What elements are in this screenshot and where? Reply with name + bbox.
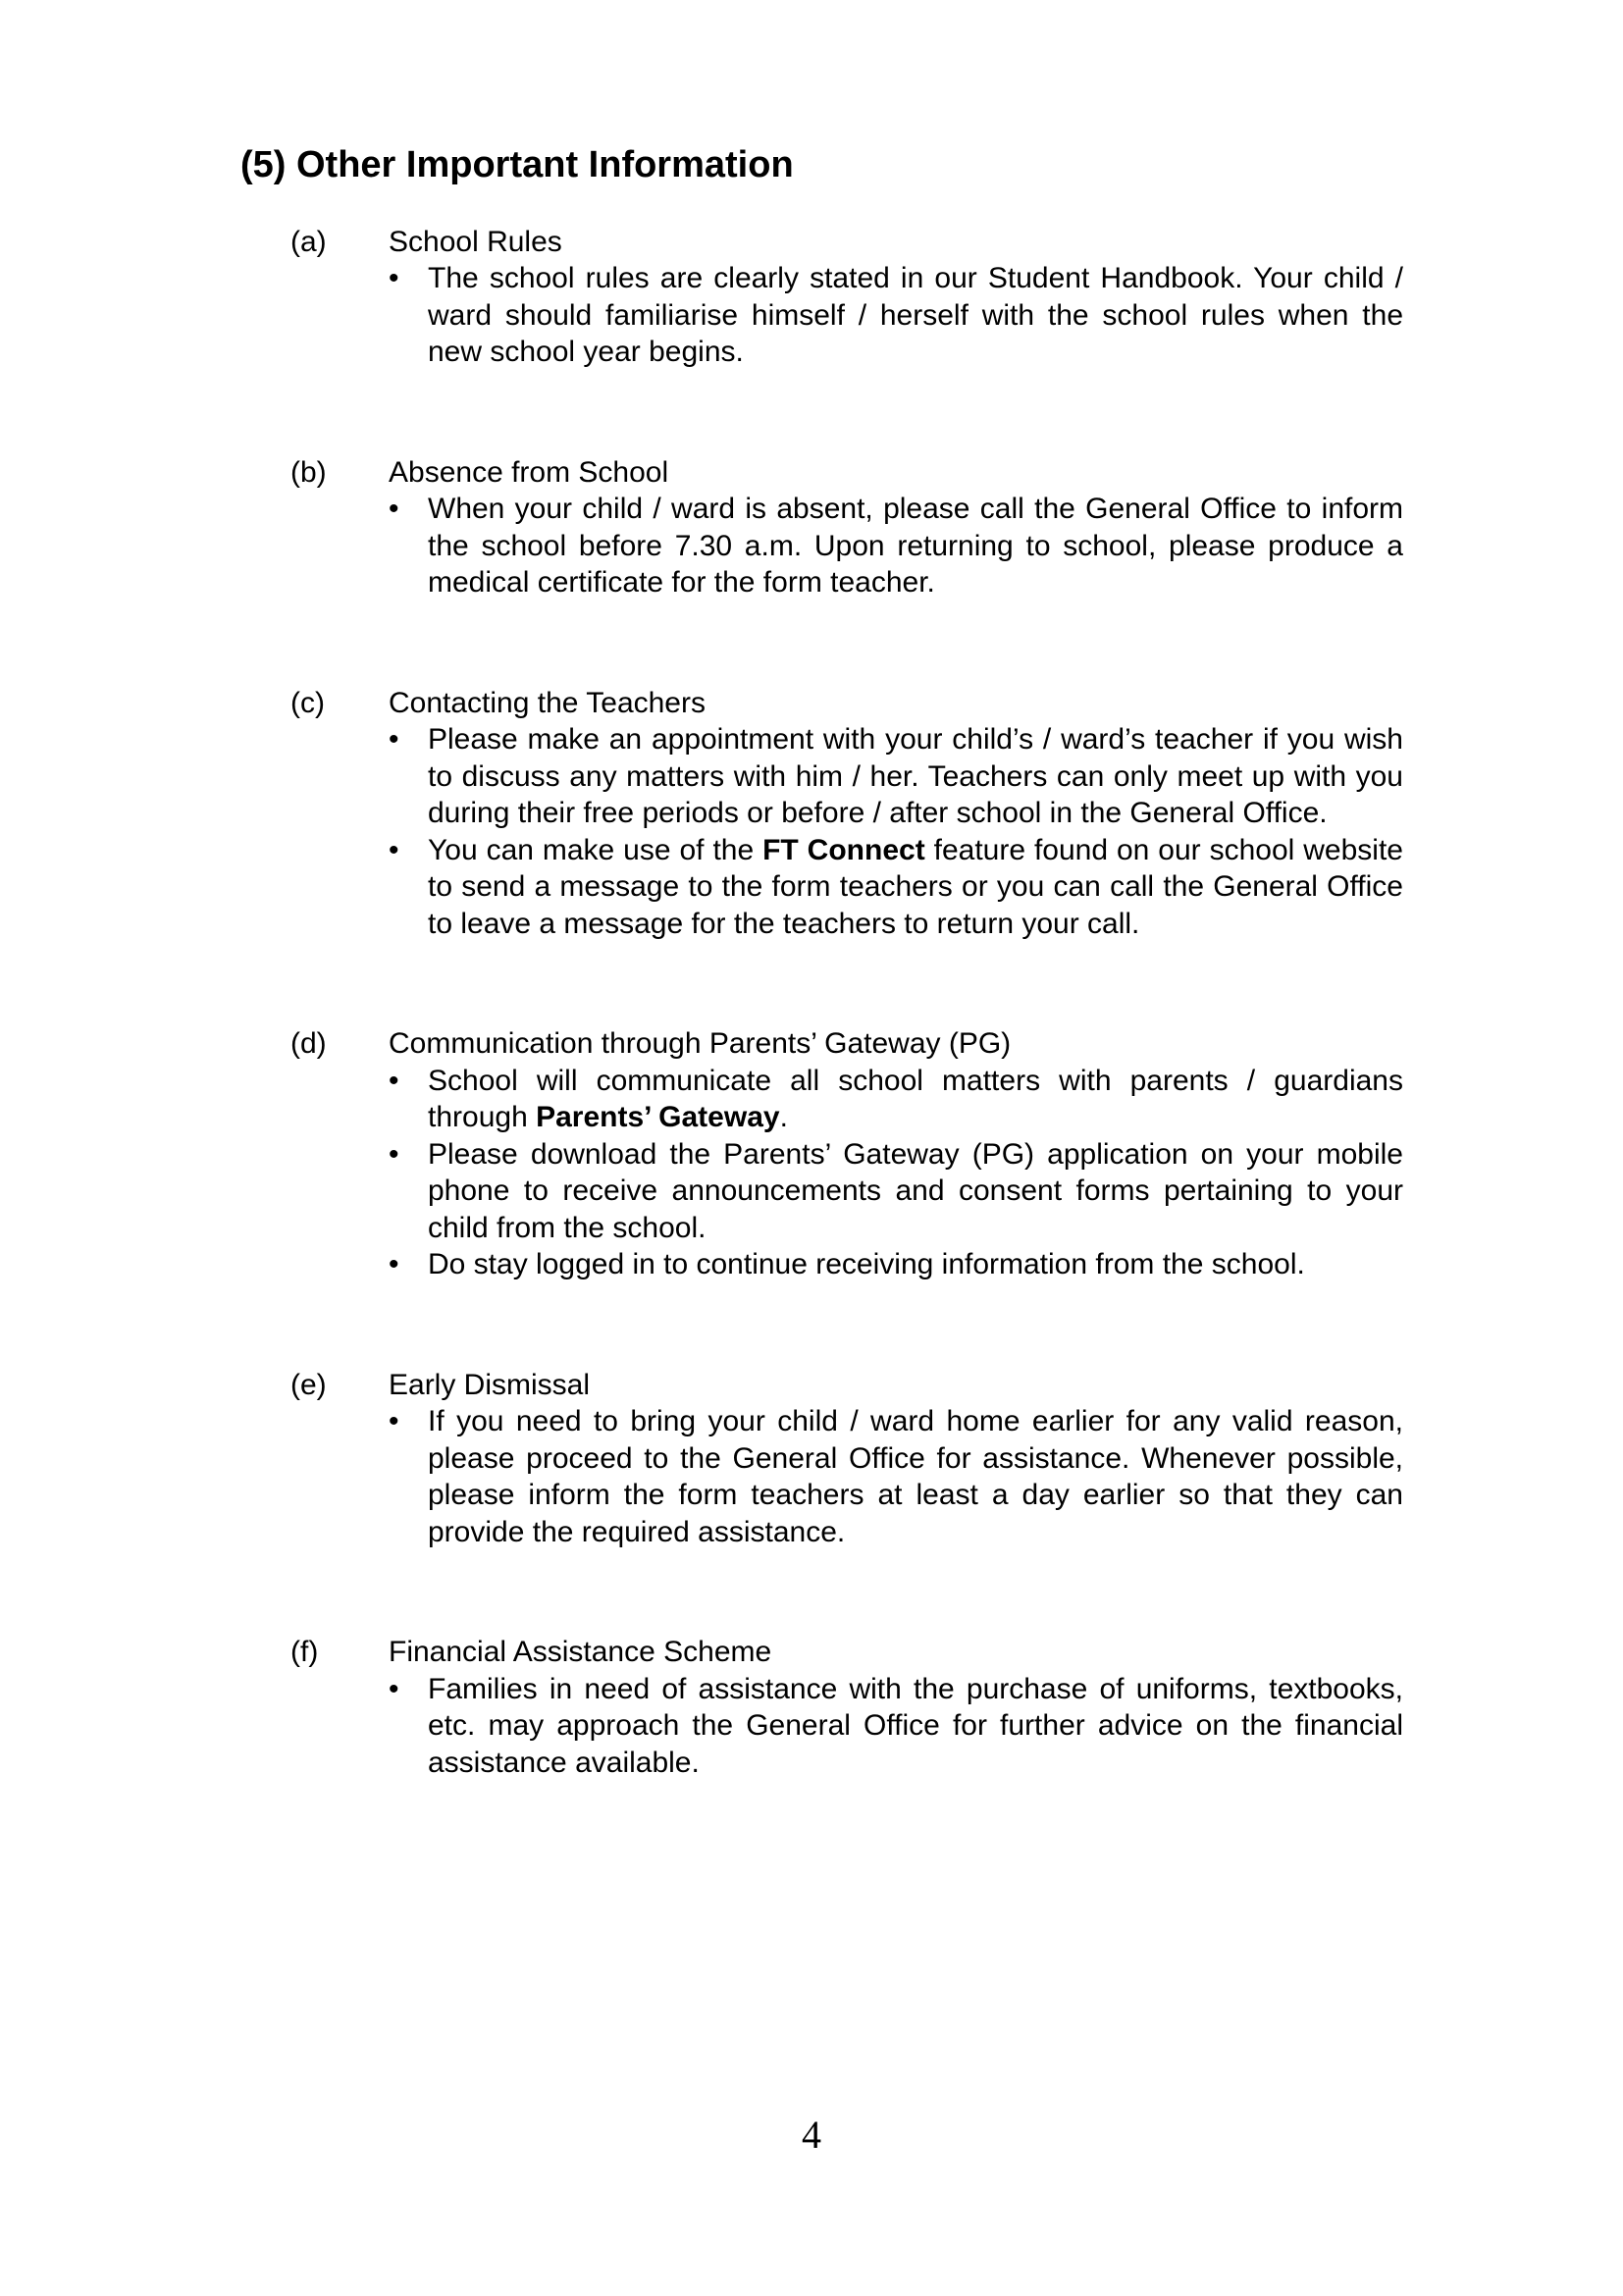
bullet-item <box>389 491 1403 601</box>
text-segment: When your child / ward is absent, please call the General Office to inform the school before 7.30 a.m. Upon returning to school, please produce a medical certificate for the form teacher. <box>428 493 1403 600</box>
text-segment: School will communicate all school matters with parents / guardians through <box>428 1064 1403 1134</box>
section-body <box>389 454 1403 601</box>
section-a <box>240 224 1403 371</box>
section-d <box>240 1025 1403 1283</box>
section-title: Communication through Parents’ Gateway (PG) <box>389 1027 1012 1061</box>
section-letter: (c) <box>290 686 325 719</box>
bold-text: Parents’ Gateway <box>536 1101 780 1134</box>
section-letter: (f) <box>290 1636 319 1669</box>
bullet-list <box>389 1403 1403 1550</box>
bullet-item <box>389 832 1403 943</box>
bullet-item <box>389 721 1403 832</box>
text-segment: . <box>779 1101 788 1134</box>
section-title: Financial Assistance Scheme <box>389 1636 772 1669</box>
page-content <box>240 143 1403 1781</box>
section-body <box>389 685 1403 943</box>
text-segment: Do stay logged in to continue receiving information from the school. <box>428 1248 1305 1281</box>
section-title: Absence from School <box>389 455 669 489</box>
bullet-item <box>389 1136 1403 1247</box>
section-title: School Rules <box>389 225 562 258</box>
section-body <box>389 1025 1403 1283</box>
section-letter: (d) <box>290 1027 327 1061</box>
section-title: Early Dismissal <box>389 1368 591 1401</box>
bullet-list <box>389 1671 1403 1782</box>
text-segment: Please make an appointment with your child’s / ward’s teacher if you wish to discuss any matters with him / her. Teachers can only meet up with you during their free periods or before / after school in the General Office. <box>428 723 1403 830</box>
section-letter: (b) <box>290 455 327 489</box>
bullet-list <box>389 721 1403 942</box>
page-title: (5) Other Important Information <box>240 144 794 185</box>
section-letter: (e) <box>290 1368 327 1401</box>
bold-text: FT Connect <box>762 833 925 866</box>
section-title: Contacting the Teachers <box>389 686 706 719</box>
bullet-item <box>389 1246 1403 1283</box>
bullet-list <box>389 491 1403 601</box>
bullet-list <box>389 260 1403 371</box>
section-f <box>240 1634 1403 1781</box>
text-segment: Families in need of assistance with the purchase of uniforms, textbooks, etc. may approach the General Office for further advice on the financial assistance available. <box>428 1672 1403 1779</box>
section-c <box>240 685 1403 943</box>
section-body <box>389 224 1403 371</box>
text-segment: feature found on our school website to send a message to the form teachers or you can call the General Office to leave a message for the teachers to return your call. <box>428 833 1403 940</box>
section-body <box>389 1634 1403 1781</box>
text-segment: You can make use of the <box>428 833 763 866</box>
section-b <box>240 454 1403 601</box>
text-segment: The school rules are clearly stated in our Student Handbook. Your child / ward should familiarise himself / herself with the school rules when the new school year begins. <box>428 262 1403 369</box>
bullet-list <box>389 1063 1403 1283</box>
section-e <box>240 1367 1403 1551</box>
text-segment: If you need to bring your child / ward home earlier for any valid reason, please proceed to the General Office for assistance. Whenever possible, please inform the form teachers at least a day earlier so that they can provide the required assistance. <box>428 1405 1403 1548</box>
sections <box>240 224 1403 1782</box>
section-letter: (a) <box>290 225 327 258</box>
text-segment: Please download the Parents’ Gateway (PG) application on your mobile phone to receive announcements and consent forms pertaining to your child from the school. <box>428 1137 1403 1244</box>
section-body <box>389 1367 1403 1551</box>
bullet-item <box>389 1671 1403 1782</box>
page-number: 4 <box>802 2113 821 2157</box>
bullet-item <box>389 1403 1403 1550</box>
bullet-item <box>389 1063 1403 1136</box>
bullet-item <box>389 260 1403 371</box>
